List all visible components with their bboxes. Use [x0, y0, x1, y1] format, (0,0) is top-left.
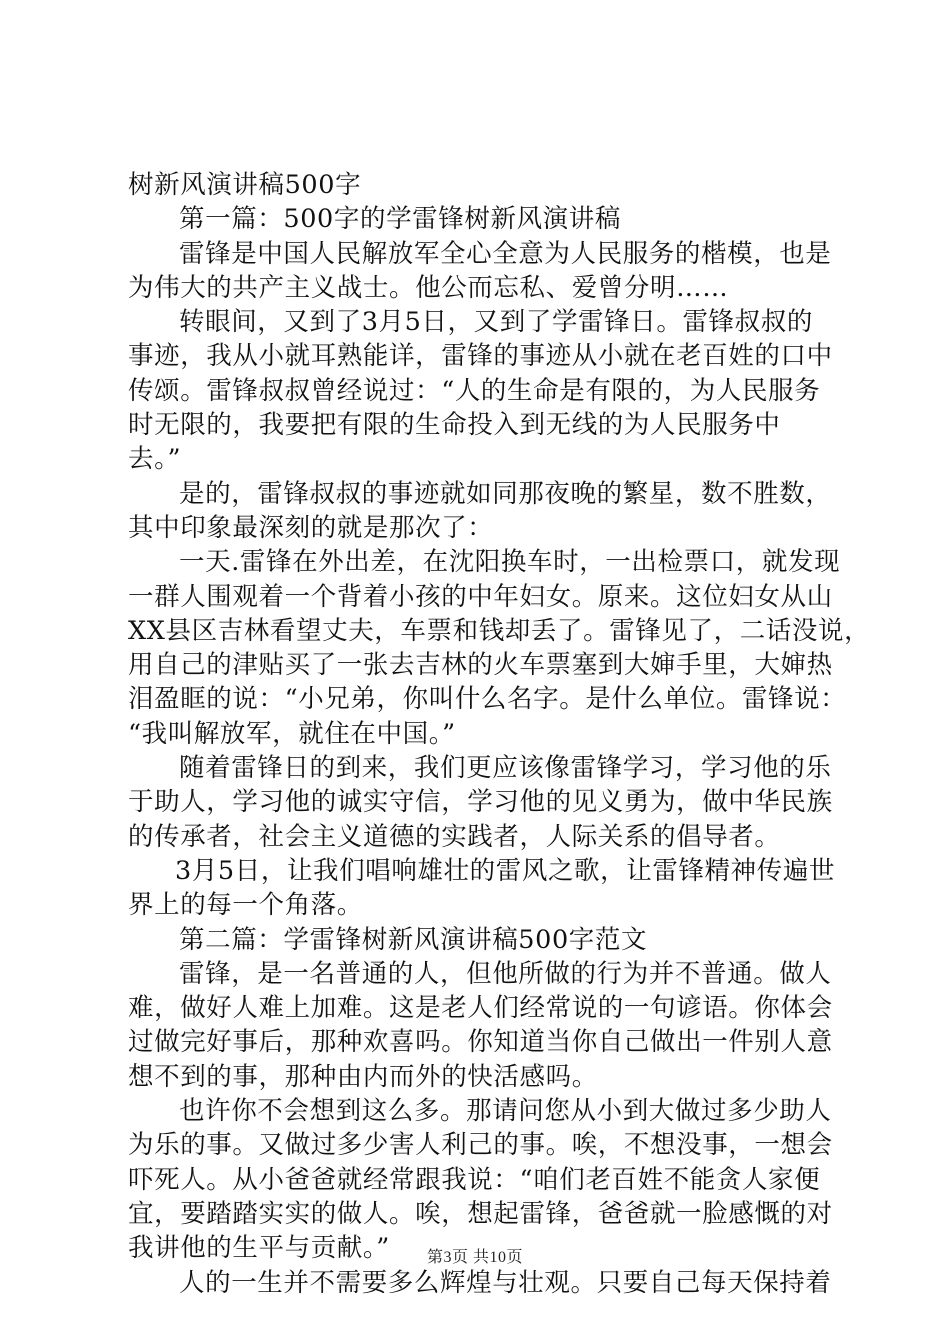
text-line: XX县区吉林看望丈夫，车票和钱却丢了。雷锋见了，二话没说， [128, 615, 871, 646]
text-line: 于助人，学习他的诚实守信，学习他的见义勇为，做中华民族 [128, 787, 833, 818]
text-line: 树新风演讲稿500字 [128, 170, 362, 200]
text-line: 也许你不会想到这么多。那请问您从小到大做过多少助人 [179, 1096, 832, 1127]
text-line: 事迹，我从小就耳熟能详，雷锋的事迹从小就在老百姓的口中 [128, 341, 833, 372]
text-line: 传颂。雷锋叔叔曾经说过：“人的生命是有限的，为人民服务 [128, 375, 821, 406]
text-line: 我讲他的生平与贡献。” [128, 1233, 390, 1264]
text-line: 雷锋，是一名普通的人，但他所做的行为并不普通。做人 [179, 958, 832, 989]
text-line: 转眼间，又到了3月5日，又到了学雷锋日。雷锋叔叔的 [179, 307, 813, 338]
text-line: 为乐的事。又做过多少害人利己的事。唉，不想没事，一想会 [128, 1130, 833, 1161]
text-line: 界上的每一个角落。 [128, 890, 363, 921]
document-body [128, 168, 871, 1300]
section-heading: 第一篇：500字的学雷锋树新风演讲稿 [179, 204, 621, 235]
text-line: 吓死人。从小爸爸就经常跟我说：“咱们老百姓不能贪人家便 [128, 1164, 821, 1195]
text-line: 人的一生并不需要多么辉煌与壮观。只要自己每天保持着 [179, 1267, 832, 1298]
text-line: 想不到的事，那种由内而外的快活感吗。 [128, 1061, 598, 1092]
text-line: 雷锋是中国人民解放军全心全意为人民服务的楷模，也是 [179, 238, 832, 269]
text-line: 随着雷锋日的到来，我们更应该像雷锋学习，学习他的乐 [179, 753, 832, 784]
text-line: 一群人围观着一个背着小孩的中年妇女。原来。这位妇女从山 [128, 581, 833, 612]
text-line: 泪盈眶的说：“小兄弟，你叫什么名字。是什么单位。雷锋说： [128, 684, 847, 715]
text-line: 去。” [128, 444, 182, 475]
text-line: 用自己的津贴买了一张去吉林的火车票塞到大婶手里，大婶热 [128, 650, 833, 681]
text-line: 宜，要踏踏实实的做人。唉，想起雷锋，爸爸就一脸感慨的对 [128, 1198, 833, 1229]
text-line: “我叫解放军，就住在中国。” [128, 718, 456, 749]
text-line: 是的，雷锋叔叔的事迹就如同那夜晚的繁星，数不胜数， [179, 478, 832, 509]
page-number: 第3页 共10页 [426, 1249, 523, 1266]
text-line: 的传承者，社会主义道德的实践者，人际关系的倡导者。 [128, 821, 781, 852]
text-line: 其中印象最深刻的就是那次了： [128, 512, 494, 543]
text-line: 难，做好人难上加难。这是老人们经常说的一句谚语。你体会 [128, 993, 833, 1024]
section-heading: 第二篇：学雷锋树新风演讲稿500字范文 [179, 924, 648, 955]
text-line: 时无限的，我要把有限的生命投入到无线的为人民服务中 [128, 410, 781, 441]
text-line: 一天.雷锋在外出差，在沈阳换车时，一出检票口，就发现 [179, 547, 841, 578]
text-line: 3月5日，让我们唱响雄壮的雷风之歌，让雷锋精神传遍世 [175, 855, 836, 886]
text-line: 为伟大的共产主义战士。他公而忘私、爱曾分明…… [128, 272, 729, 303]
page-footer [0, 1244, 950, 1267]
text-line: 过做完好事后，那种欢喜吗。你知道当你自己做出一件别人意 [128, 1027, 833, 1058]
